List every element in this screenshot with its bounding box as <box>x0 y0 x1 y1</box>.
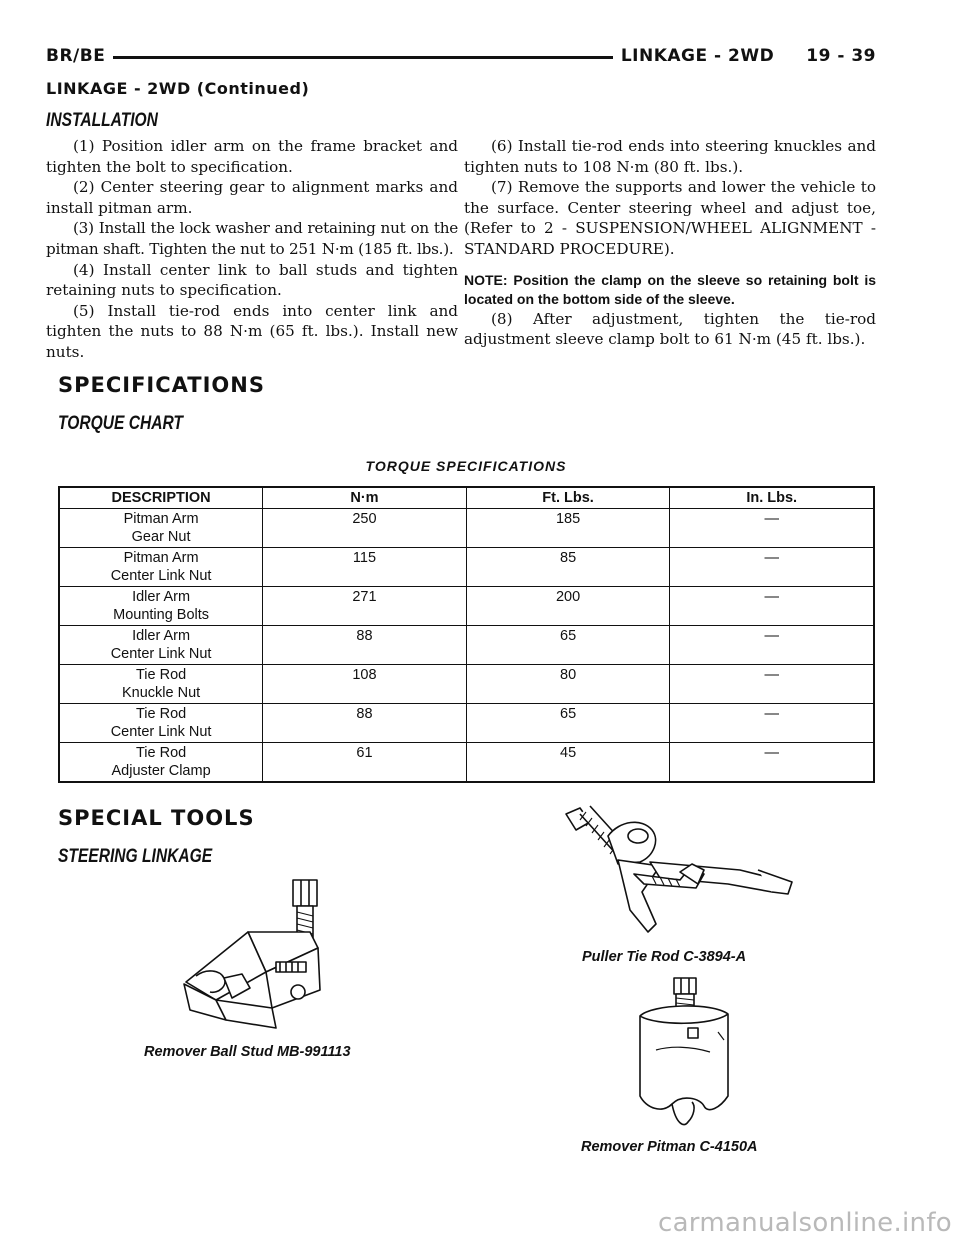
desc-cell: Tie Rod Center Link Nut <box>59 704 263 743</box>
desc-cell: Tie Rod Adjuster Clamp <box>59 743 263 783</box>
ft-cell: 45 <box>466 743 670 783</box>
in-cell: — <box>670 704 874 743</box>
torque-table <box>58 486 875 783</box>
pitman-remover-icon <box>612 976 752 1136</box>
table-row <box>59 509 874 548</box>
ball-stud-remover-icon <box>176 872 336 1032</box>
table-row <box>59 704 874 743</box>
nm-cell: 271 <box>263 587 467 626</box>
steering-linkage-heading: STEERING LINKAGE <box>58 846 213 867</box>
in-cell: — <box>670 509 874 548</box>
desc-cell: Pitman Arm Center Link Nut <box>59 548 263 587</box>
column-header: DESCRIPTION <box>59 487 263 509</box>
install-step: (8) After adjustment, tighten the tie-rod adjustment sleeve clamp bolt to 61 N·m (45 ft. lbs.). <box>464 309 876 349</box>
ft-cell: 65 <box>466 704 670 743</box>
ft-cell: 185 <box>466 509 670 548</box>
column-header: N·m <box>263 487 467 509</box>
table-row <box>59 626 874 665</box>
installation-column-right <box>464 136 876 350</box>
table-row <box>59 587 874 626</box>
ft-cell: 200 <box>466 587 670 626</box>
install-step: (6) Install tie-rod ends into steering knuckles and tighten nuts to 108 N·m (80 ft. lbs.). <box>464 137 876 176</box>
nm-cell: 108 <box>263 665 467 704</box>
tool-caption: Remover Ball Stud MB-991113 <box>144 1044 351 1060</box>
table-row <box>59 743 874 783</box>
table-header-row <box>59 487 874 509</box>
tool-caption: Puller Tie Rod C-3894-A <box>582 949 747 965</box>
watermark: carmanualsonline.info <box>657 1208 952 1238</box>
continued-title: LINKAGE - 2WD (Continued) <box>46 79 310 98</box>
header-section-page: LINKAGE - 2WD 19 - 39 <box>613 46 876 66</box>
install-step: (2) Center steering gear to alignment marks and install pitman arm. <box>46 178 458 217</box>
ft-cell: 65 <box>466 626 670 665</box>
nm-cell: 61 <box>263 743 467 783</box>
page-header <box>46 44 876 70</box>
install-step: (3) Install the lock washer and retaining nut on the pitman shaft. Tighten the nut to 251 N·m (185 ft. lbs.). <box>46 219 458 258</box>
ft-cell: 85 <box>466 548 670 587</box>
ft-cell: 80 <box>466 665 670 704</box>
in-cell: — <box>670 548 874 587</box>
install-step: (5) Install tie-rod ends into center link and tighten the nuts to 88 N·m (65 ft. lbs.). Install new nuts. <box>46 301 458 361</box>
torque-chart-heading: TORQUE CHART <box>58 413 183 434</box>
tie-rod-puller-icon <box>560 800 810 950</box>
nm-cell: 88 <box>263 626 467 665</box>
specifications-heading: SPECIFICATIONS <box>58 373 265 397</box>
column-header: Ft. Lbs. <box>466 487 670 509</box>
desc-cell: Idler Arm Mounting Bolts <box>59 587 263 626</box>
nm-cell: 250 <box>263 509 467 548</box>
in-cell: — <box>670 626 874 665</box>
desc-cell: Tie Rod Knuckle Nut <box>59 665 263 704</box>
install-step: (4) Install center link to ball studs and tighten retaining nuts to specification. <box>46 260 458 300</box>
desc-cell: Pitman Arm Gear Nut <box>59 509 263 548</box>
install-step: (1) Position idler arm on the frame bracket and tighten the bolt to specification. <box>46 137 458 176</box>
desc-cell: Idler Arm Center Link Nut <box>59 626 263 665</box>
table-row <box>59 665 874 704</box>
in-cell: — <box>670 665 874 704</box>
install-step: (7) Remove the supports and lower the vehicle to the surface. Center steering wheel and adjust toe, (Refer to 2 - SUSPENSION/WHEEL ALIGNMENT - STANDARD PROCEDURE). <box>464 178 876 258</box>
install-note: NOTE: Position the clamp on the sleeve so retaining bolt is located on the bottom side of the sleeve. <box>464 271 876 307</box>
in-cell: — <box>670 743 874 783</box>
installation-heading: INSTALLATION <box>46 110 158 131</box>
nm-cell: 115 <box>263 548 467 587</box>
tool-caption: Remover Pitman C-4150A <box>581 1139 758 1155</box>
installation-column-left <box>46 136 458 363</box>
torque-table-title: TORQUE SPECIFICATIONS <box>365 458 567 474</box>
in-cell: — <box>670 587 874 626</box>
special-tools-heading: SPECIAL TOOLS <box>58 806 255 830</box>
column-header: In. Lbs. <box>670 487 874 509</box>
nm-cell: 88 <box>263 704 467 743</box>
table-row <box>59 548 874 587</box>
header-model: BR/BE <box>46 46 113 66</box>
